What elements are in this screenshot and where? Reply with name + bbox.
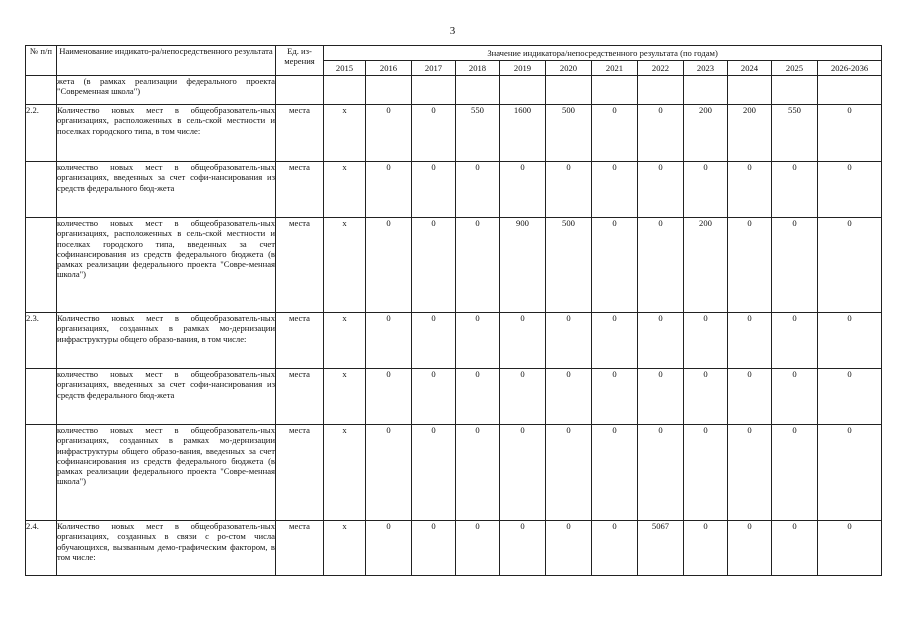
indicator-value: х [324, 105, 366, 162]
indicator-value: 900 [500, 218, 546, 313]
indicator-value: 550 [772, 105, 818, 162]
indicator-value: 0 [412, 521, 456, 576]
indicator-value: х [324, 218, 366, 313]
indicator-value: 0 [500, 425, 546, 521]
indicator-name: Количество новых мест в общеобразователь-ных организациях, созданных в рамках мо-дернизации инфраструктуры общего образо-вания, в том числе: [57, 313, 276, 369]
header-row-main [26, 46, 882, 61]
indicator-value: 0 [592, 105, 638, 162]
indicator-value: 550 [456, 105, 500, 162]
indicator-value: 0 [546, 369, 592, 425]
indicator-name: количество новых мест в общеобразователь-ных организациях, введенных за счет софи-нансирования из средств федерального бюд-жета [57, 369, 276, 425]
table-row [26, 76, 882, 105]
table-head [26, 46, 882, 76]
indicator-value: 1600 [500, 105, 546, 162]
col-header-year: 2023 [684, 61, 728, 76]
indicator-value: 0 [772, 218, 818, 313]
table-row [26, 218, 882, 313]
indicator-value: 0 [456, 369, 500, 425]
indicator-unit: места [276, 369, 324, 425]
indicator-value: 0 [818, 218, 882, 313]
indicator-unit: места [276, 521, 324, 576]
indicator-value: 0 [728, 521, 772, 576]
col-header-year: 2026-2036 [818, 61, 882, 76]
indicator-value: 0 [638, 105, 684, 162]
indicator-value: 0 [684, 425, 728, 521]
col-header-num: № п/п [26, 46, 57, 76]
indicator-value [412, 76, 456, 105]
indicator-value: 0 [592, 218, 638, 313]
indicator-value: 0 [456, 162, 500, 218]
table-row [26, 162, 882, 218]
indicator-value: 0 [728, 162, 772, 218]
indicator-value [546, 76, 592, 105]
indicator-value: 0 [412, 313, 456, 369]
col-header-values-group: Значение индикатора/непосредственного результата (по годам) [324, 46, 882, 61]
indicator-value: 0 [728, 369, 772, 425]
indicator-table [25, 45, 882, 576]
indicator-value [684, 76, 728, 105]
table-row [26, 425, 882, 521]
indicator-value: 0 [366, 425, 412, 521]
indicator-value: 0 [772, 425, 818, 521]
page-number: 3 [449, 25, 456, 37]
indicator-value: 0 [366, 369, 412, 425]
indicator-value: 0 [412, 425, 456, 521]
indicator-value [638, 76, 684, 105]
indicator-value [728, 76, 772, 105]
indicator-name: Количество новых мест в общеобразователь-ных организациях, расположенных в сель-ской местности и поселках городского типа, в том числе: [57, 105, 276, 162]
indicator-value: 0 [412, 369, 456, 425]
row-number [26, 369, 57, 425]
indicator-value: 0 [684, 162, 728, 218]
indicator-value: 200 [684, 218, 728, 313]
indicator-value: 0 [366, 218, 412, 313]
indicator-value: 0 [500, 369, 546, 425]
col-header-year: 2021 [592, 61, 638, 76]
indicator-value: 0 [772, 162, 818, 218]
indicator-unit: места [276, 313, 324, 369]
col-header-year: 2024 [728, 61, 772, 76]
table-row [26, 369, 882, 425]
col-header-year: 2015 [324, 61, 366, 76]
indicator-value: 0 [684, 521, 728, 576]
indicator-value: 0 [818, 313, 882, 369]
indicator-unit: места [276, 425, 324, 521]
col-header-year: 2022 [638, 61, 684, 76]
indicator-value: 0 [366, 313, 412, 369]
indicator-value: 200 [728, 105, 772, 162]
col-header-year: 2025 [772, 61, 818, 76]
row-number [26, 162, 57, 218]
indicator-value [366, 76, 412, 105]
indicator-value: х [324, 162, 366, 218]
indicator-value: 0 [592, 425, 638, 521]
col-header-year: 2017 [412, 61, 456, 76]
indicator-value: 200 [684, 105, 728, 162]
indicator-unit: места [276, 105, 324, 162]
indicator-value: 0 [818, 521, 882, 576]
indicator-value: х [324, 521, 366, 576]
indicator-value: 500 [546, 218, 592, 313]
indicator-value: 0 [412, 162, 456, 218]
indicator-value: 0 [638, 369, 684, 425]
indicator-value: 0 [500, 521, 546, 576]
indicator-value: 0 [818, 425, 882, 521]
indicator-value: 0 [412, 105, 456, 162]
indicator-value: 0 [500, 162, 546, 218]
col-header-name: Наименование индикато-ра/непосредственного результата [57, 46, 276, 76]
indicator-value: 0 [818, 105, 882, 162]
indicator-value: 0 [728, 313, 772, 369]
indicator-value: 0 [456, 425, 500, 521]
col-header-year: 2016 [366, 61, 412, 76]
indicator-unit: места [276, 218, 324, 313]
indicator-value: 0 [366, 105, 412, 162]
table-row [26, 105, 882, 162]
indicator-value: 0 [456, 218, 500, 313]
indicator-value: 0 [546, 521, 592, 576]
indicator-value: 0 [456, 313, 500, 369]
indicator-value: 0 [592, 369, 638, 425]
row-number: 2.4. [26, 521, 57, 576]
indicator-value: 0 [456, 521, 500, 576]
row-number: 2.2. [26, 105, 57, 162]
indicator-value: 500 [546, 105, 592, 162]
indicator-name: жета (в рамках реализации федерального проекта "Современная школа") [57, 76, 276, 105]
indicator-name: Количество новых мест в общеобразователь-ных организациях, созданных в связи с ро-стом числа обучающихся, вызванным демо-графическим фактором, в том числе: [57, 521, 276, 576]
indicator-value: 0 [592, 313, 638, 369]
indicator-value [324, 76, 366, 105]
indicator-value: 0 [546, 313, 592, 369]
indicator-value: 0 [818, 162, 882, 218]
table-row [26, 521, 882, 576]
indicator-value [500, 76, 546, 105]
indicator-name: количество новых мест в общеобразователь-ных организациях, созданных в рамках мо-дернизации инфраструктуры общего образо-вания, введенных за счет софинансирования из средств федерального бюджета (в рамках реализации федерального проекта "Совре-менная школа") [57, 425, 276, 521]
indicator-name: количество новых мест в общеобразователь-ных организациях, введенных за счет софи-нансирования из средств федерального бюд-жета [57, 162, 276, 218]
row-number [26, 425, 57, 521]
indicator-name: количество новых мест в общеобразователь-ных организациях, расположенных в сель-ской местности и поселках городского типа, введенных за счет софинансирования из средств федерального бюджета (в рамках реализации федерального проекта "Совре-менная школа") [57, 218, 276, 313]
indicator-value: 0 [728, 425, 772, 521]
indicator-value: 0 [772, 521, 818, 576]
indicator-value: 0 [818, 369, 882, 425]
indicator-value: х [324, 369, 366, 425]
row-number [26, 218, 57, 313]
row-number: 2.3. [26, 313, 57, 369]
indicator-value: 0 [728, 218, 772, 313]
indicator-value: 0 [592, 162, 638, 218]
indicator-value: 0 [638, 425, 684, 521]
row-number [26, 76, 57, 105]
indicator-value: 0 [366, 162, 412, 218]
indicator-value: 5067 [638, 521, 684, 576]
indicator-value: 0 [772, 369, 818, 425]
indicator-value: 0 [592, 521, 638, 576]
indicator-value: 0 [684, 369, 728, 425]
indicator-value [456, 76, 500, 105]
table-row [26, 313, 882, 369]
indicator-value: 0 [412, 218, 456, 313]
indicator-unit [276, 76, 324, 105]
indicator-value: 0 [772, 313, 818, 369]
col-header-year: 2019 [500, 61, 546, 76]
indicator-value: 0 [638, 313, 684, 369]
indicator-value [772, 76, 818, 105]
indicator-value: 0 [546, 162, 592, 218]
indicator-value: 0 [366, 521, 412, 576]
indicator-value: 0 [684, 313, 728, 369]
indicator-value [592, 76, 638, 105]
indicator-value: 0 [500, 313, 546, 369]
indicator-value [818, 76, 882, 105]
indicator-value: 0 [546, 425, 592, 521]
col-header-unit: Ед. из-мерения [276, 46, 324, 76]
col-header-year: 2018 [456, 61, 500, 76]
indicator-value: 0 [638, 218, 684, 313]
table-body [26, 76, 882, 576]
indicator-unit: места [276, 162, 324, 218]
indicator-value: х [324, 313, 366, 369]
indicator-value: 0 [638, 162, 684, 218]
col-header-year: 2020 [546, 61, 592, 76]
indicator-value: х [324, 425, 366, 521]
